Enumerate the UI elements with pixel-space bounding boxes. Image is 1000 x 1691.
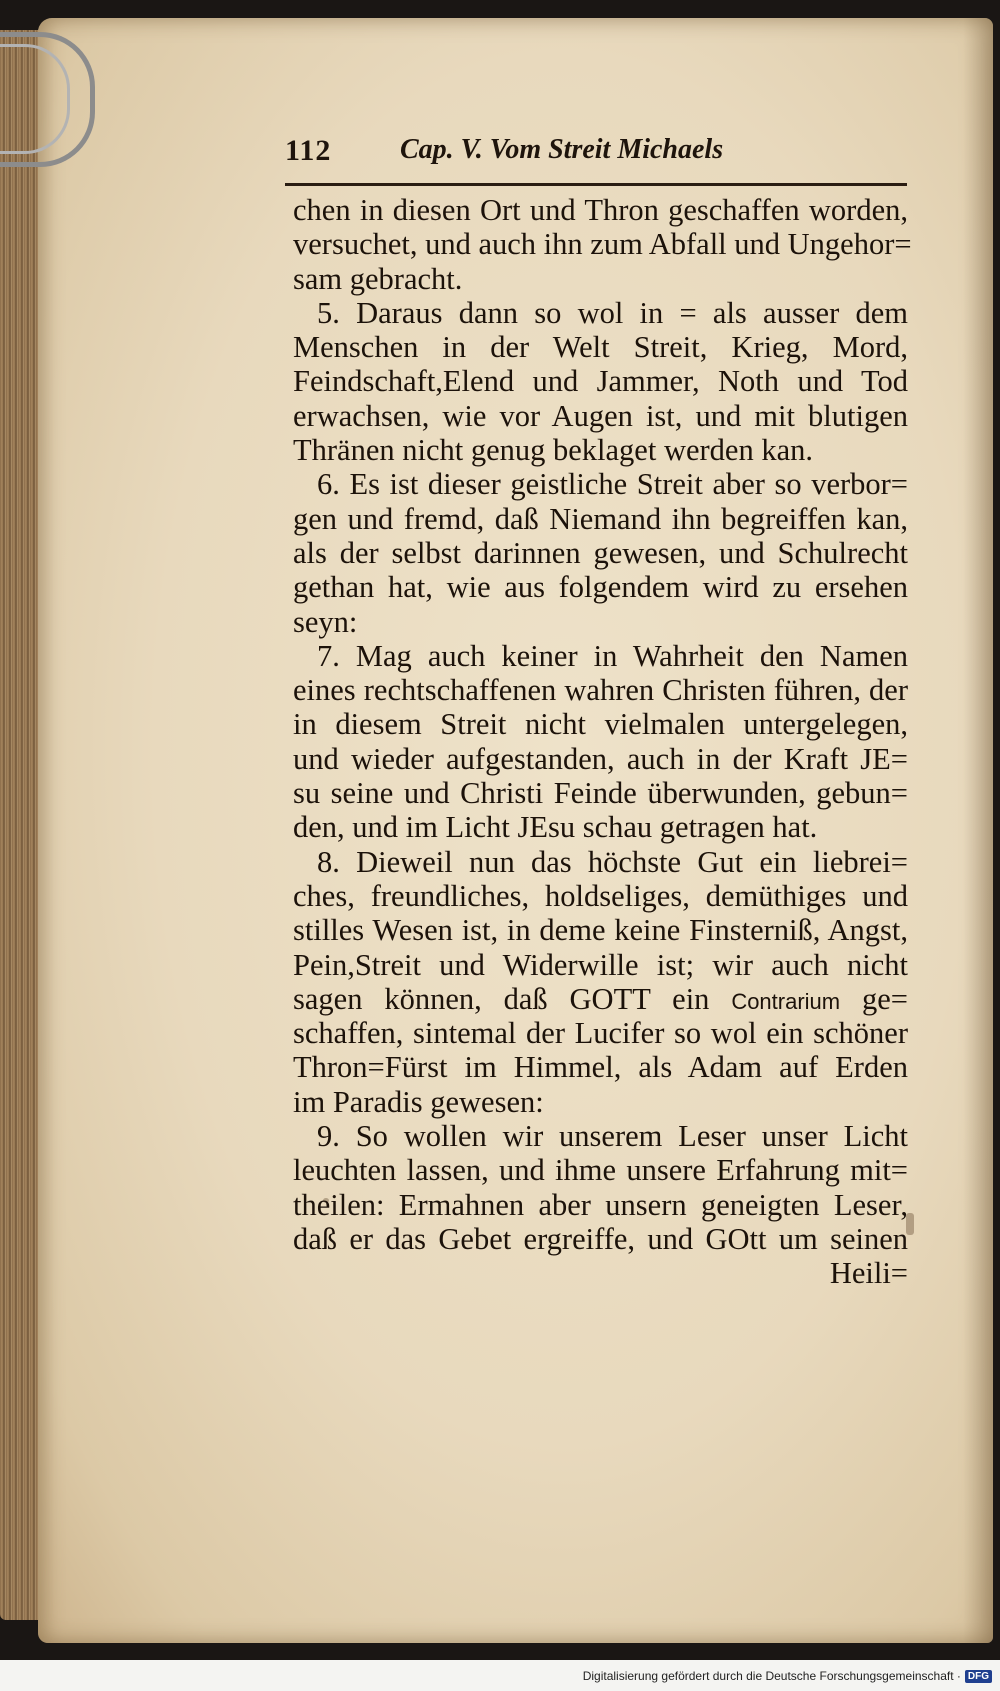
text-line: 7. Mag auch keiner in Wahrheit den Namen — [317, 638, 908, 673]
text-line: und wieder aufgestanden, auch in der Kraft JE= — [293, 741, 908, 776]
text-line: in diesem Streit nicht vielmalen untergelegen, — [293, 707, 908, 742]
text-line: gethan hat, wie aus folgendem wird zu ersehen — [293, 570, 908, 605]
text-line: stilles Wesen ist, in deme keine Finsterniß, Angst, — [293, 913, 908, 948]
body-text — [293, 193, 912, 1291]
text-line: ches, freundliches, holdseliges, demüthiges und — [293, 878, 908, 913]
text-line: eines rechtschaffenen wahren Christen führen, der — [293, 673, 908, 708]
text-line: 8. Dieweil nun das höchste Gut ein liebrei= — [317, 844, 908, 879]
text-line: 9. So wollen wir unserem Leser unser Licht — [317, 1119, 908, 1154]
text-line: im Paradis gewesen: — [293, 1084, 544, 1119]
text-line: versuchet, und auch ihn zum Abfall und Ungehor= — [293, 227, 912, 262]
text-line: als der selbst darinnen gewesen, und Schulrecht — [293, 535, 908, 570]
credit-text: Digitalisierung gefördert durch die Deutsche Forschungsgemeinschaft · — [582, 1669, 961, 1683]
text-line: Thränen nicht genug beklaget werden kan. — [293, 433, 813, 468]
text-line: chen in diesen Ort und Thron geschaffen worden, — [293, 193, 908, 227]
text-line: theilen: Ermahnen aber unsern geneigten Leser, — [293, 1187, 908, 1222]
text-line: Feindschaft,Elend und Jammer, Noth und Tod — [293, 364, 908, 399]
text-line: Menschen in der Welt Streit, Krieg, Mord, — [293, 330, 908, 365]
text-line: su seine und Christi Feinde überwunden, gebun= — [293, 776, 908, 811]
text-line: den, und im Licht JEsu schau getragen hat. — [293, 810, 818, 845]
text-line: 5. Daraus dann so wol in = als ausser dem — [317, 295, 908, 330]
text-line: sagen können, daß GOTT ein Contrarium ge= — [293, 981, 908, 1016]
catchword: Heili= — [829, 1256, 908, 1291]
text-line: Pein,Streit und Widerwille ist; wir auch nicht — [293, 947, 908, 982]
text-line: leuchten lassen, und ihme unsere Erfahrung mit= — [293, 1153, 908, 1188]
dfg-logo-icon: DFG — [965, 1670, 992, 1683]
running-title: Cap. V. Vom Streit Michaels — [400, 134, 724, 165]
text-line: 6. Es ist dieser geistliche Streit aber so verbor= — [317, 467, 908, 502]
latin-word: Contrarium — [731, 988, 841, 1014]
text-line: sam gebracht. — [293, 261, 463, 296]
text-line: gen und fremd, daß Niemand ihn begreiffen kan, — [293, 501, 908, 536]
header-rule — [285, 183, 907, 186]
page-number: 112 — [285, 134, 332, 167]
page-clip-inner — [0, 44, 70, 154]
page-header — [285, 134, 910, 174]
text-line: schaffen, sintemal der Lucifer so wol ein schöner — [293, 1016, 908, 1051]
text-line: erwachsen, wie vor Augen ist, und mit blutigen — [293, 398, 908, 433]
digitization-credit — [583, 1665, 992, 1687]
text-line: seyn: — [293, 604, 358, 639]
text-line: daß er das Gebet ergreiffe, und GOtt um seinen — [293, 1221, 908, 1256]
text-line: Thron=Fürst im Himmel, als Adam auf Erden — [293, 1050, 908, 1085]
